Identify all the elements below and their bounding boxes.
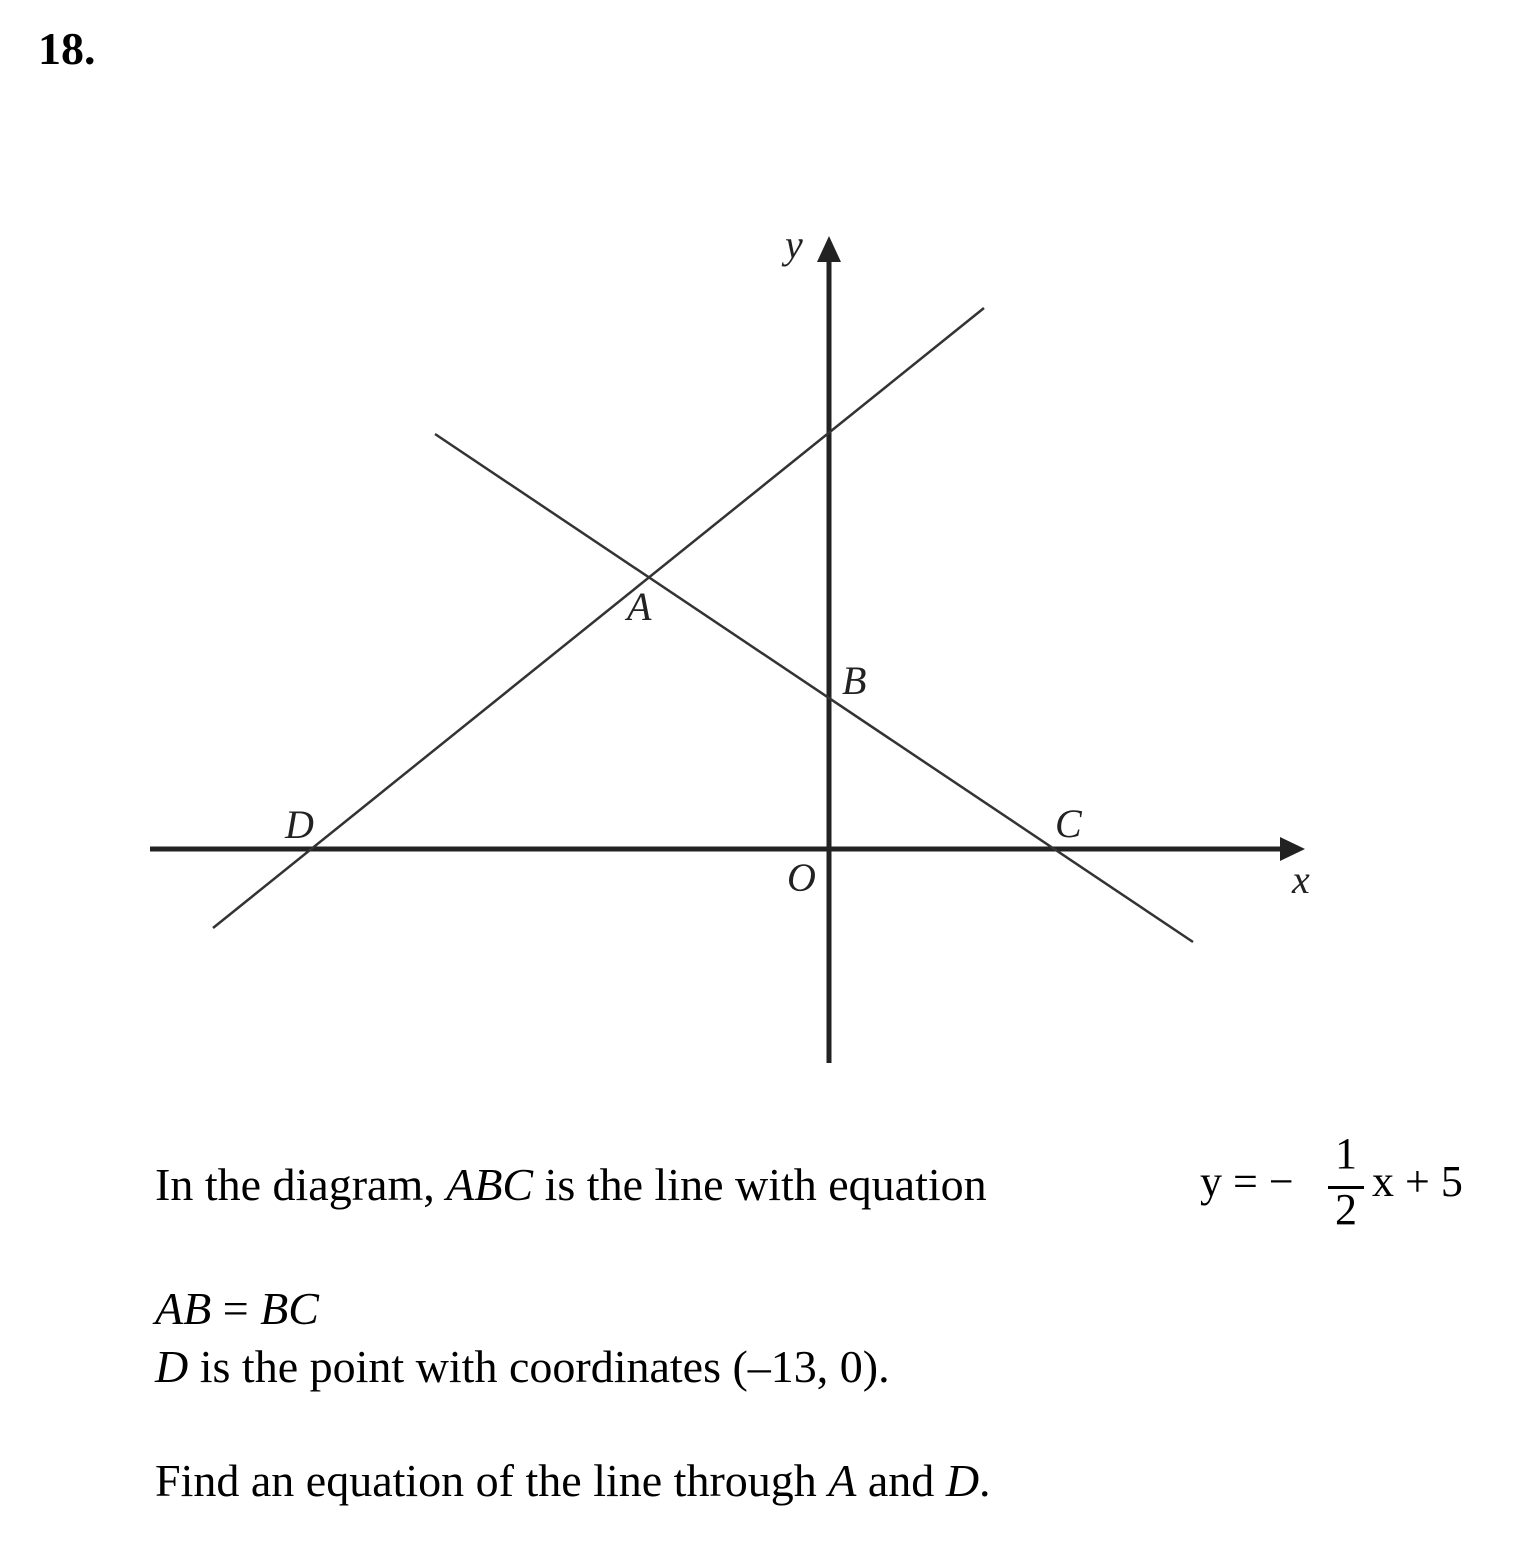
equation-rhs: x + 5 (1372, 1157, 1463, 1206)
d-coordinates-statement: D is the point with coordinates (–13, 0). (155, 1341, 890, 1392)
origin-label: O (787, 855, 816, 900)
x-axis-label: x (1292, 857, 1310, 902)
point-c-label: C (1055, 801, 1082, 846)
fraction-numerator: 1 (1335, 1129, 1357, 1178)
equation-lhs: y = − (1200, 1157, 1294, 1206)
y-axis-arrowhead (817, 236, 841, 262)
abc-equation-statement: In the diagram, ABC is the line with equation (155, 1159, 987, 1210)
point-a-label: A (627, 584, 652, 629)
ab-equals-bc: AB = BC (155, 1283, 319, 1334)
question-number: 18. (38, 23, 96, 74)
point-b-label: B (842, 658, 867, 703)
find-equation-prompt: Find an equation of the line through A and D. (155, 1455, 991, 1506)
point-d-label: D (285, 802, 314, 847)
y-axis-label: y (785, 222, 803, 267)
fraction-denominator: 2 (1335, 1185, 1357, 1234)
line-da (213, 308, 984, 928)
